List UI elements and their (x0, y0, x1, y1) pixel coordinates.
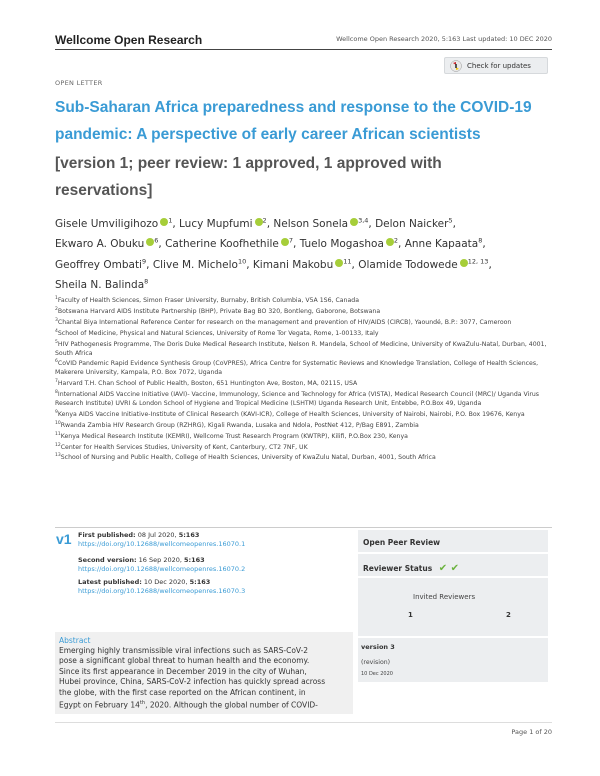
publication-entry: First published: 08 Jul 2020, 5:163 https://doi.org/10.12688/wellcomeopenres.16070.1 (78, 531, 328, 549)
orcid-icon[interactable] (386, 238, 394, 246)
review-heading: Open Peer Review (358, 530, 548, 554)
article-title: Sub-Saharan Africa preparedness and response to the COVID-19 pandemic: A perspective of early career African scientists (55, 99, 532, 143)
abstract-box (55, 632, 353, 714)
publication-entry: Second version: 16 Sep 2020, 5:163 https://doi.org/10.12688/wellcomeopenres.16070.2 (78, 556, 328, 574)
author-name[interactable]: Anne Kapaata$^8$, (404, 236, 486, 250)
reviewer-status-label: Reviewer Status (363, 564, 433, 573)
revision-label: (revision) (361, 659, 391, 666)
affiliation-item: $^{11}$Kenya Medical Research Institute (KEMRI), Wellcome Trust Research Program (KWTRP), Kilifi, P.O.Box 230, Kenya (55, 431, 408, 440)
affiliation-item: $^1$Faculty of Health Sciences, Simon Fraser University, Burnaby, British Columbia, V5A 1S6, Canada (55, 296, 359, 305)
author-name[interactable]: Lucy Mupfumi $^2$, (179, 216, 271, 230)
author-name[interactable]: Clive M. Michelo$^{10}$, (152, 257, 250, 271)
orcid-icon[interactable] (160, 218, 168, 226)
orcid-icon[interactable] (460, 259, 468, 267)
affiliation-item: $^{13}$School of Nursing and Public Health, College of Health Sciences, University of KwaZulu Natal, Durban, 4001, South Africa (55, 453, 436, 462)
affiliation-item: $^{12}$Center for Health Services Studies, University of Kent, Canterbury, CT2 7NF, UK (55, 442, 308, 451)
author-name[interactable]: Ekwaro A. Obuku $^6$, (55, 236, 162, 250)
version-badge: v1 (56, 531, 72, 547)
publication-entry: Latest published: 10 Dec 2020, 5:163 https://doi.org/10.12688/wellcomeopenres.16070.3 (78, 578, 328, 596)
invited-reviewers-label: Invited Reviewers (413, 593, 476, 601)
doi-link[interactable]: https://doi.org/10.12688/wellcomeopenres.16070.1 (78, 540, 246, 548)
author-name[interactable]: Gisele Umviligihozo $^1$, (55, 216, 176, 230)
citation-line: Wellcome Open Research 2020, 5:163 Last updated: 10 DEC 2020 (336, 35, 552, 43)
author-name[interactable]: Geoffrey Ombati$^9$, (55, 257, 150, 271)
affiliation-item: $^9$Kenya AIDS Vaccine Initiative-Institute of Clinical Research (KAVI-ICR), College of Health Sciences, University of Nairobi, Nairobi, P.O. Box 19676, Kenya (55, 409, 525, 418)
doi-link[interactable]: https://doi.org/10.12688/wellcomeopenres.16070.2 (78, 565, 246, 573)
author-list (55, 212, 555, 294)
affiliation-item: $^8$International AIDS Vaccine Initiative (IAVI)- Vaccine, Immunology, Science and Technology for Africa (VISTA), Medical Research Council (MRC)/ Uganda Virus Research Institute) UVRI & London School of Hygiene and Tropical Medicine (LSHTM) Uganda Research Unit, Entebbe, P.O.Box 49, Uganda (55, 390, 540, 407)
orcid-icon[interactable] (350, 218, 358, 226)
reviewer-2-column[interactable]: 2 (506, 611, 511, 619)
version-row (358, 640, 548, 682)
author-name[interactable]: Olamide Todowede $^{12, 13}$, (358, 257, 492, 271)
abstract-title: Abstract (59, 636, 91, 645)
reviewer-1-column[interactable]: 1 (408, 611, 413, 619)
author-name[interactable]: Kimani Makobu $^{11}$, (252, 257, 355, 271)
affiliation-item: $^7$Harvard T.H. Chan School of Public Health, Boston, 651 Huntington Ave, Boston, MA, 02115, USA (55, 379, 358, 388)
affiliation-item: $^4$School of Medicine, Physical and Natural Sciences, University of Rome Tor Vegata, Rome, 1-00133, Italy (55, 328, 379, 337)
affiliation-item: $^3$Chantal Biya International Reference Center for research on the management and prevention of HIV/AIDS (CIRCB), Yaoundé, B.P.: 3077, Cameroon (55, 317, 512, 326)
affiliation-list (55, 295, 555, 463)
check-updates-label: Check for updates (467, 61, 531, 70)
affiliation-item: $^6$CoVID Pandemic Rapid Evidence Synthesis Group (CoVPRES), Africa Centre for Systematic Reviews and Knowledge Translation, College of Health Sciences, Makerere University, Kampala, P.O. Box 7072, Uganda (55, 359, 539, 377)
footer-divider (55, 722, 552, 723)
author-name[interactable]: Delon Naicker$^5$, (375, 216, 456, 230)
header-divider (55, 49, 552, 50)
invited-reviewers-row (358, 580, 548, 638)
refresh-bookmark-icon (450, 60, 462, 72)
check-for-updates-button[interactable] (444, 57, 548, 74)
author-name[interactable]: Tuelo Mogashoa $^2$, (299, 236, 402, 250)
approved-check-icon: ✔ ✔ (438, 563, 460, 574)
author-name[interactable]: Nelson Sonela $^{3,4}$, (273, 216, 372, 230)
affiliation-item: $^5$HIV Pathogenesis Programme, The Doris Duke Medical Research Institute, Nelson R. Mandela, School of Medicine, University of KwaZulu-Natal, Durban, 4001, South Africa (55, 339, 547, 357)
reviewer-status-row (358, 556, 548, 578)
journal-brand[interactable]: Wellcome Open Research (55, 33, 203, 47)
page-header (0, 0, 600, 50)
affiliation-item: $^2$Botswana Harvard AIDS Institute Partnership (BHP), Private Bag BO 320, Bontleng, Gaborone, Botswana (55, 306, 381, 315)
article-type: OPEN LETTER (55, 79, 103, 87)
doi-link[interactable]: https://doi.org/10.12688/wellcomeopenres.16070.3 (78, 587, 246, 595)
version-peer-review-note: [version 1; peer review: 1 approved, 1 approved with reservations] (55, 155, 442, 199)
author-name[interactable]: Sheila N. Balinda$^8$ (55, 277, 149, 291)
abstract-text: Emerging highly transmissible viral infections such as SARS-CoV-2 pose a significant global threat to human health and the economy. Since its first appearance in December 2019 in the city of Wuhan, Hubei province, China, SARS-CoV-2 infection has quickly spread across the globe, with the first case reported on the African continent, in Egypt on February 14th, 2020. Although the global number of COVID- (59, 646, 326, 710)
version-label[interactable]: version 3 (361, 643, 395, 651)
orcid-icon[interactable] (255, 218, 263, 226)
affiliation-item: $^{10}$Rwanda Zambia HIV Research Group (RZHRG), Kigali Rwanda, Lusaka and Ndola, PostNet 412, P/Bag E891, Zambia (55, 420, 419, 429)
open-peer-review-panel (358, 530, 548, 682)
section-divider (55, 527, 552, 528)
version-date: 10 Dec 2020 (361, 671, 393, 677)
author-name[interactable]: Catherine Koofhethile $^7$, (165, 236, 297, 250)
orcid-icon[interactable] (281, 238, 289, 246)
page-number: Page 1 of 20 (511, 728, 552, 736)
